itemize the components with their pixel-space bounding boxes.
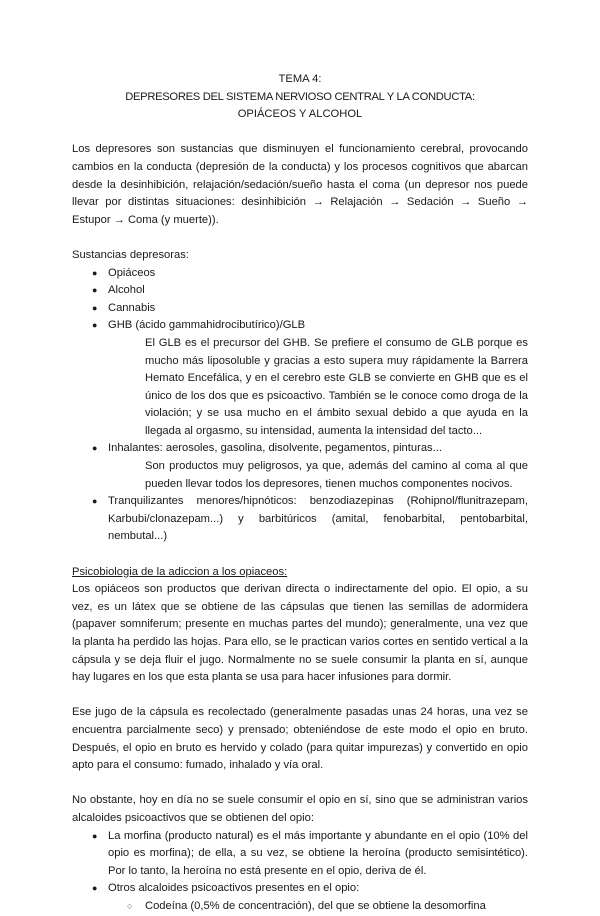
- list-item: ● Inhalantes: aerosoles, gasolina, disolvente, pegamentos, pinturas... Son productos muy peligrosos, ya que, además del camino al coma al que pueden llevar todos los depresores, tienen muchos componentes nocivos.: [72, 440, 528, 493]
- circle-bullet-icon: ○: [127, 900, 133, 911]
- list-item: ● GHB (ácido gammahidrocibutírico)/GLB El GLB es el precursor del GHB. Se prefiere el consumo de GLB porque es mucho más liposoluble y gracias a esto supera muy rápidamente la Barrera Hemato Encefálica, y en el cerebro este GLB se convierte en GHB que es el único de los dos que es psicoactivo. También se le conoce como droga de la violación; y se usa mucho en el ámbito sexual debido a que ayuda en la llegada al orgasmo, su intensidad, aumenta la intensidad del tacto...: [72, 317, 528, 440]
- alkaloids-sublist: [72, 898, 528, 916]
- title-line-3: OPIÁCEOS Y ALCOHOL: [237, 108, 363, 121]
- sub-list-item: ○ Codeína (0,5% de concentración), del que se obtiene la desomorfina: [72, 898, 528, 916]
- bullet-icon: ●: [92, 285, 98, 296]
- title-line-1: TEMA 4:: [278, 73, 322, 85]
- list-item: ● Opiáceos: [72, 265, 528, 283]
- bullet-icon: ●: [92, 302, 98, 313]
- document-title: [72, 71, 528, 124]
- bullet-icon: ●: [92, 320, 98, 331]
- psychobiology-paragraph-3: No obstante, hoy en día no se suele consumir el opio en sí, sino que se administran varios alcaloides psicoactivos que se obtienen del opio:: [72, 794, 528, 824]
- section-heading: Psicobiologia de la adiccion a los opiaceos:: [72, 565, 288, 578]
- item-detail: El GLB es el precursor del GHB. Se prefiere el consumo de GLB porque es mucho más liposoluble y gracias a esto supera muy rápidamente la Barrera Hemato Encefálica, y en el cerebro este GLB se convierte en GHB que es el único de los dos que es psicoactivo. También se le conoce como droga de la violación; y se usa mucho en el ámbito sexual debido a que ayuda en la llegada al orgasmo, su intensidad, aumenta la intensidad del tacto...: [145, 336, 528, 437]
- item-detail: Son productos muy peligrosos, ya que, además del camino al coma al que pueden llevar todos los depresores, tienen muchos componentes nocivos.: [145, 460, 528, 490]
- psychobiology-paragraph-2: Ese jugo de la cápsula es recolectado (generalmente pasadas unas 24 horas, una vez se encuentra parcialmente seco) y prensado; obteniéndose de este modo el opio en bruto. Después, el opio en bruto es hervido y colado (para quitar impurezas) y convertido en opio apto para el consumo: fumado, inhalado y vía oral.: [72, 706, 528, 772]
- list-item: ● Cannabis: [72, 300, 528, 318]
- list-item: ● Alcohol: [72, 282, 528, 300]
- bullet-icon: ●: [92, 830, 98, 841]
- bullet-icon: ●: [92, 883, 98, 894]
- list-item: ● Tranquilizantes menores/hipnóticos: benzodiazepinas (Rohipnol/flunitrazepam, Karbubi/clonazepam...) y barbitúricos (amital, fenobarbital, pentobarbital, nembutal...): [92, 495, 528, 543]
- title-line-2: DEPRESORES DEL SISTEMA NERVIOSO CENTRAL Y LA CONDUCTA:: [125, 90, 475, 103]
- list-item: ● Otros alcaloides psicoactivos presentes en el opio:: [72, 880, 528, 898]
- substances-list: [72, 265, 528, 547]
- psychobiology-paragraph-1: Los opiáceos son productos que derivan directa o indirectamente del opio. El opio, a su vez, es un látex que se obtiene de las cápsulas que tienen las semillas de adormidera (papaver somniferum; presente en muchas partes del mundo); generalmente, una vez que la planta ha perdido las hojas. Para ello, se le practican varios cortes en sentido vertical a la cápsula y se deja fluir el jugo. Normalmente no se suele consumir la planta en sí, aunque hay lugares en los que esta planta se usa para hacer infusiones para dormir.: [72, 583, 528, 684]
- substances-heading: Sustancias depresoras:: [72, 248, 189, 261]
- alkaloids-list: [72, 828, 528, 898]
- intro-paragraph: Los depresores son sustancias que disminuyen el funcionamiento cerebral, provocando cambios en la conducta (depresión de la conducta) y los procesos cognitivos que abarcan desde la desinhibición, relajación/sedación/sueño hasta el coma (un depresor nos puede llevar por distintas situaciones: desinhibición → Relajación → Sedación → Sueño → Estupor → Coma (y muerte)).: [72, 143, 528, 226]
- bullet-icon: ●: [92, 443, 98, 454]
- bullet-icon: ●: [92, 267, 98, 278]
- document-page: [72, 71, 528, 916]
- bullet-icon: ●: [92, 496, 98, 507]
- list-item: ● La morfina (producto natural) es el más importante y abundante en el opio (10% del opio es morfina); de ella, a su vez, se obtiene la heroína (producto semisintético). Por lo tanto, la heroína no está presente en el opio, deriva de él.: [92, 829, 528, 877]
